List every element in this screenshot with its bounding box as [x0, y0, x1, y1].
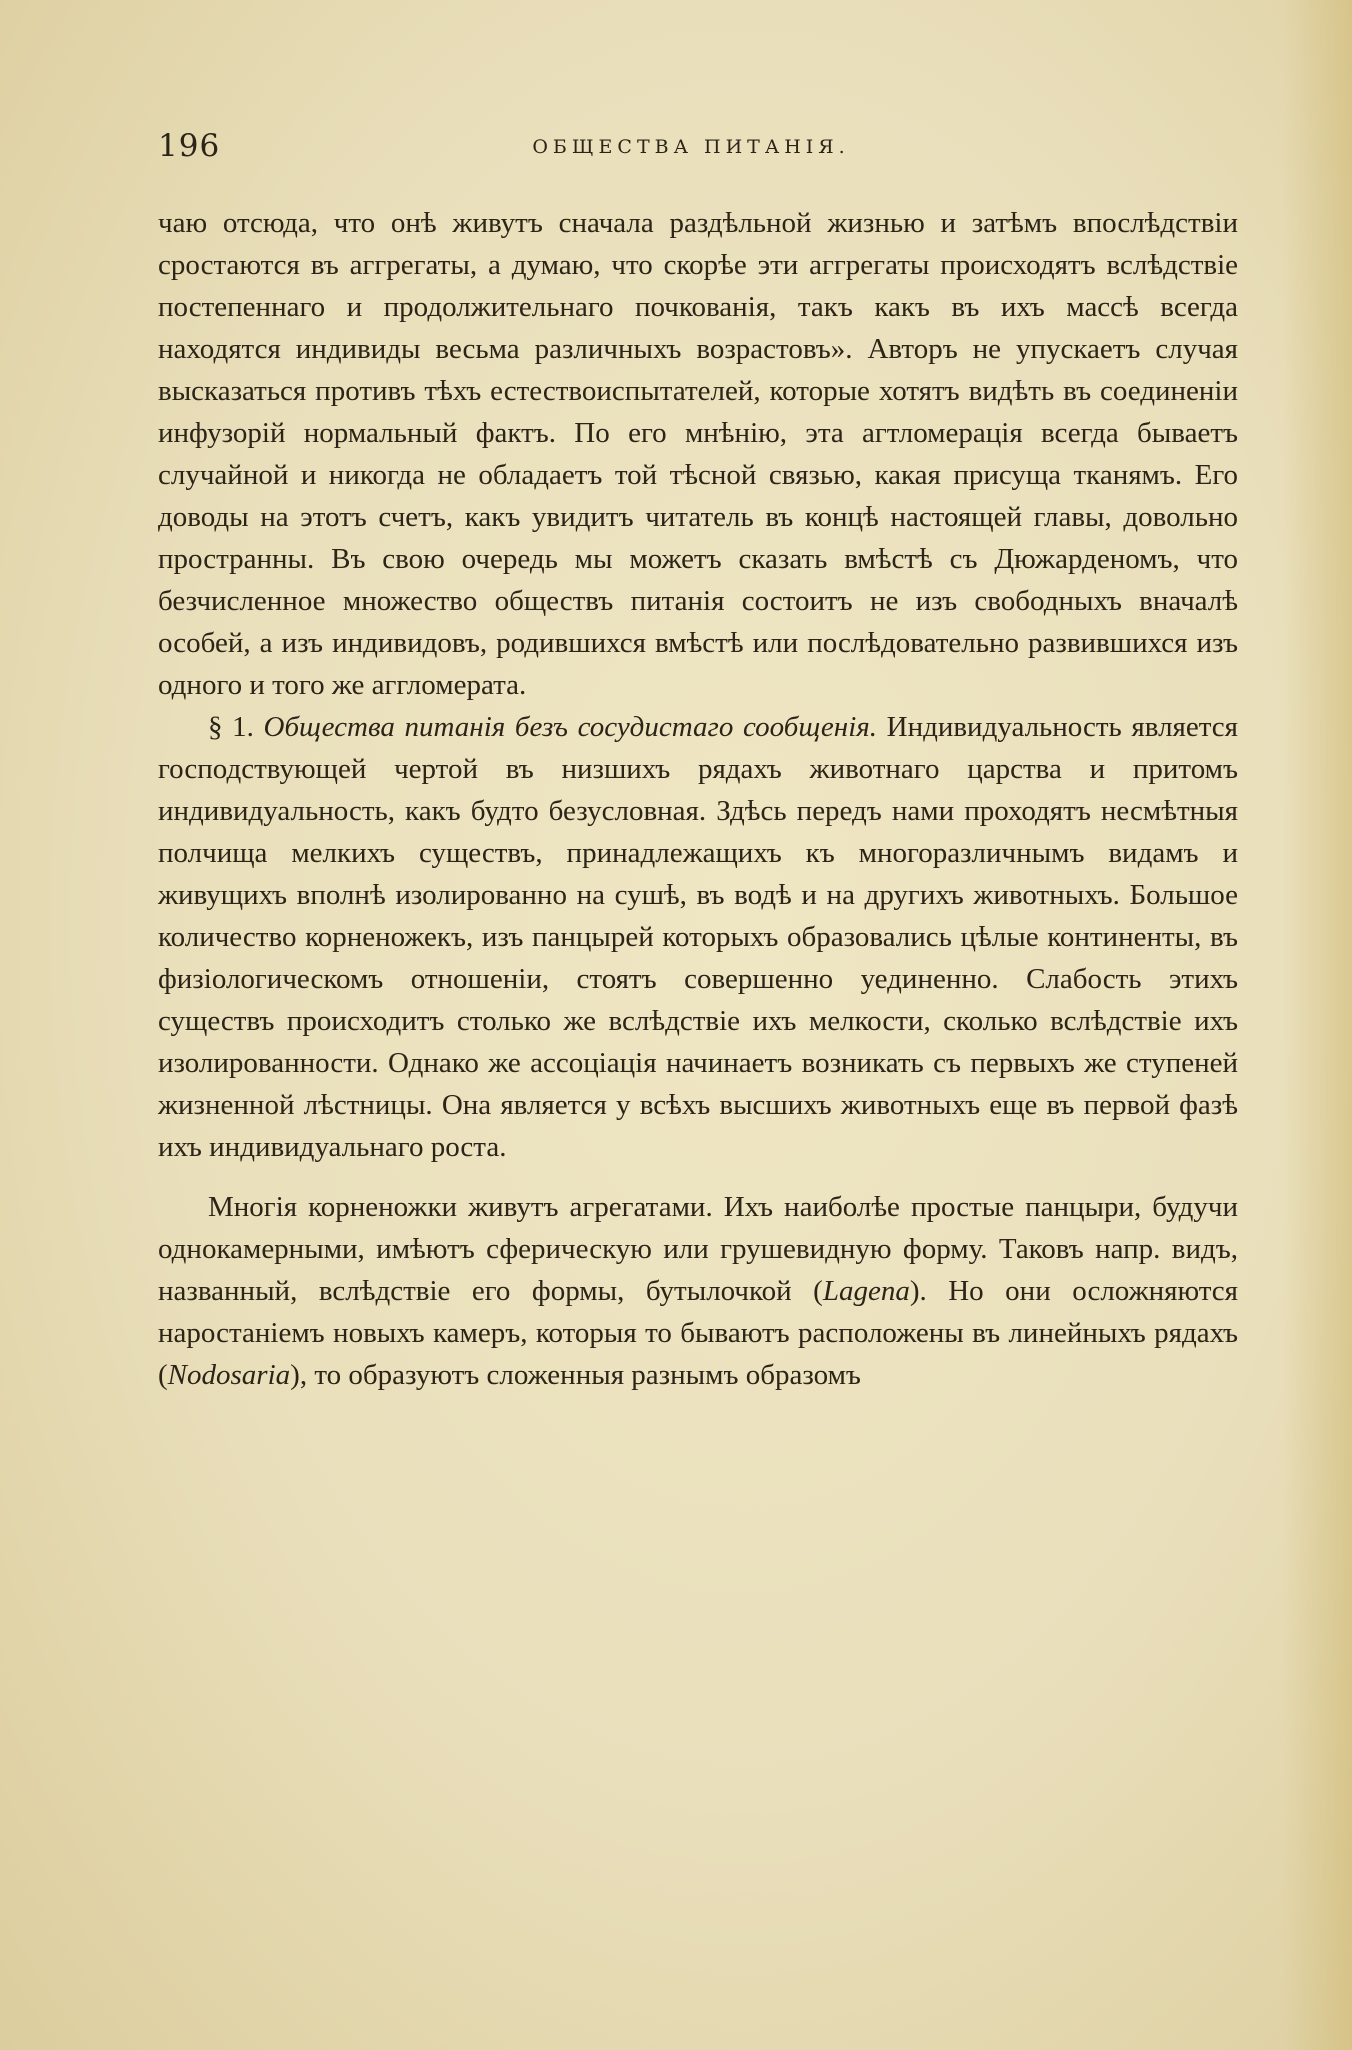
section-mark: § 1.: [208, 711, 254, 743]
taxon-lagena: Lagena: [822, 1275, 910, 1307]
paragraph-1: [158, 202, 1238, 706]
running-title: ОБЩЕСТВА ПИТАНІЯ.: [532, 136, 850, 158]
section-title: Общества питанія безъ сосудистаго сообщенія.: [263, 711, 877, 743]
paragraph-3: [158, 1186, 1238, 1396]
page-number: 196: [158, 128, 221, 164]
paragraph-3-text-b: ). Но они осложняются наростаніемъ новыхъ камеръ, которыя то бываютъ расположены въ линейныхъ рядахъ (: [158, 1275, 1238, 1391]
page-edge-shadow: [1282, 0, 1352, 2050]
page-header: [158, 128, 1224, 172]
paragraph-1-text: чаю отсюда, что онѣ живутъ сначала раздѣльной жизнью и затѣмъ впослѣдствіи сростаются въ аггрегаты, а думаю, что скорѣе эти аггрегаты происходятъ вслѣдствіе постепеннаго и продолжительнаго почкованія, такъ какъ въ ихъ массѣ всегда находятся индивиды весьма различныхъ возрастовъ». Авторъ не упускаетъ случая высказаться противъ тѣхъ естествоиспытателей, которые хотятъ видѣть въ соединеніи инфузорій нормальный фактъ. По его мнѣнію, эта агтломерація всегда бываетъ случайной и никогда не обладаетъ той тѣсной связью, какая присуща тканямъ. Его доводы на этотъ счетъ, какъ увидитъ читатель въ концѣ настоящей главы, довольно пространны. Въ свою очередь мы можетъ сказать вмѣстѣ съ Дюжарденомъ, что безчисленное множество обществъ питанія состоитъ не изъ свободныхъ вначалѣ особей, а изъ индивидовъ, родившихся вмѣстѣ или послѣдовательно развившихся изъ одного и того же аггломерата.: [158, 207, 1238, 701]
paragraph-2-text: Индивидуальность является господствующей чертой въ низшихъ рядахъ животнаго царства и притомъ индивидуальность, какъ будто безусловная. Здѣсь передъ нами проходятъ несмѣтныя полчища мелкихъ существъ, принадлежащихъ къ многоразличнымъ видамъ и живущихъ вполнѣ изолированно на сушѣ, въ водѣ и на другихъ животныхъ. Большое количество корненожекъ, изъ панцырей которыхъ образовались цѣлые континенты, въ физіологическомъ отношеніи, стоятъ совершенно уединенно. Слабость этихъ существъ происходитъ столько же вслѣдствіе ихъ мелкости, сколько вслѣдствіе ихъ изолированности. Однако же ассоціація начинаетъ возникать съ первыхъ же ступеней жизненной лѣстницы. Она является у всѣхъ высшихъ животныхъ еще въ первой фазѣ ихъ индивидуальнаго роста.: [158, 711, 1238, 1163]
body-text: [158, 202, 1238, 1396]
paragraph-3-text-a: Многія корненожки живутъ агрегатами. Ихъ наиболѣе простые панцыри, будучи однокамерными, имѣютъ сферическую или грушевидную форму. Таковъ напр. видъ, названный, вслѣдствіе его формы, бутылочкой (: [158, 1191, 1238, 1307]
taxon-nodosaria: Nodosaria: [167, 1359, 291, 1391]
paragraph-2: [158, 706, 1238, 1168]
paragraph-3-text-c: ), то образуютъ сложенныя разнымъ образомъ: [290, 1359, 861, 1391]
